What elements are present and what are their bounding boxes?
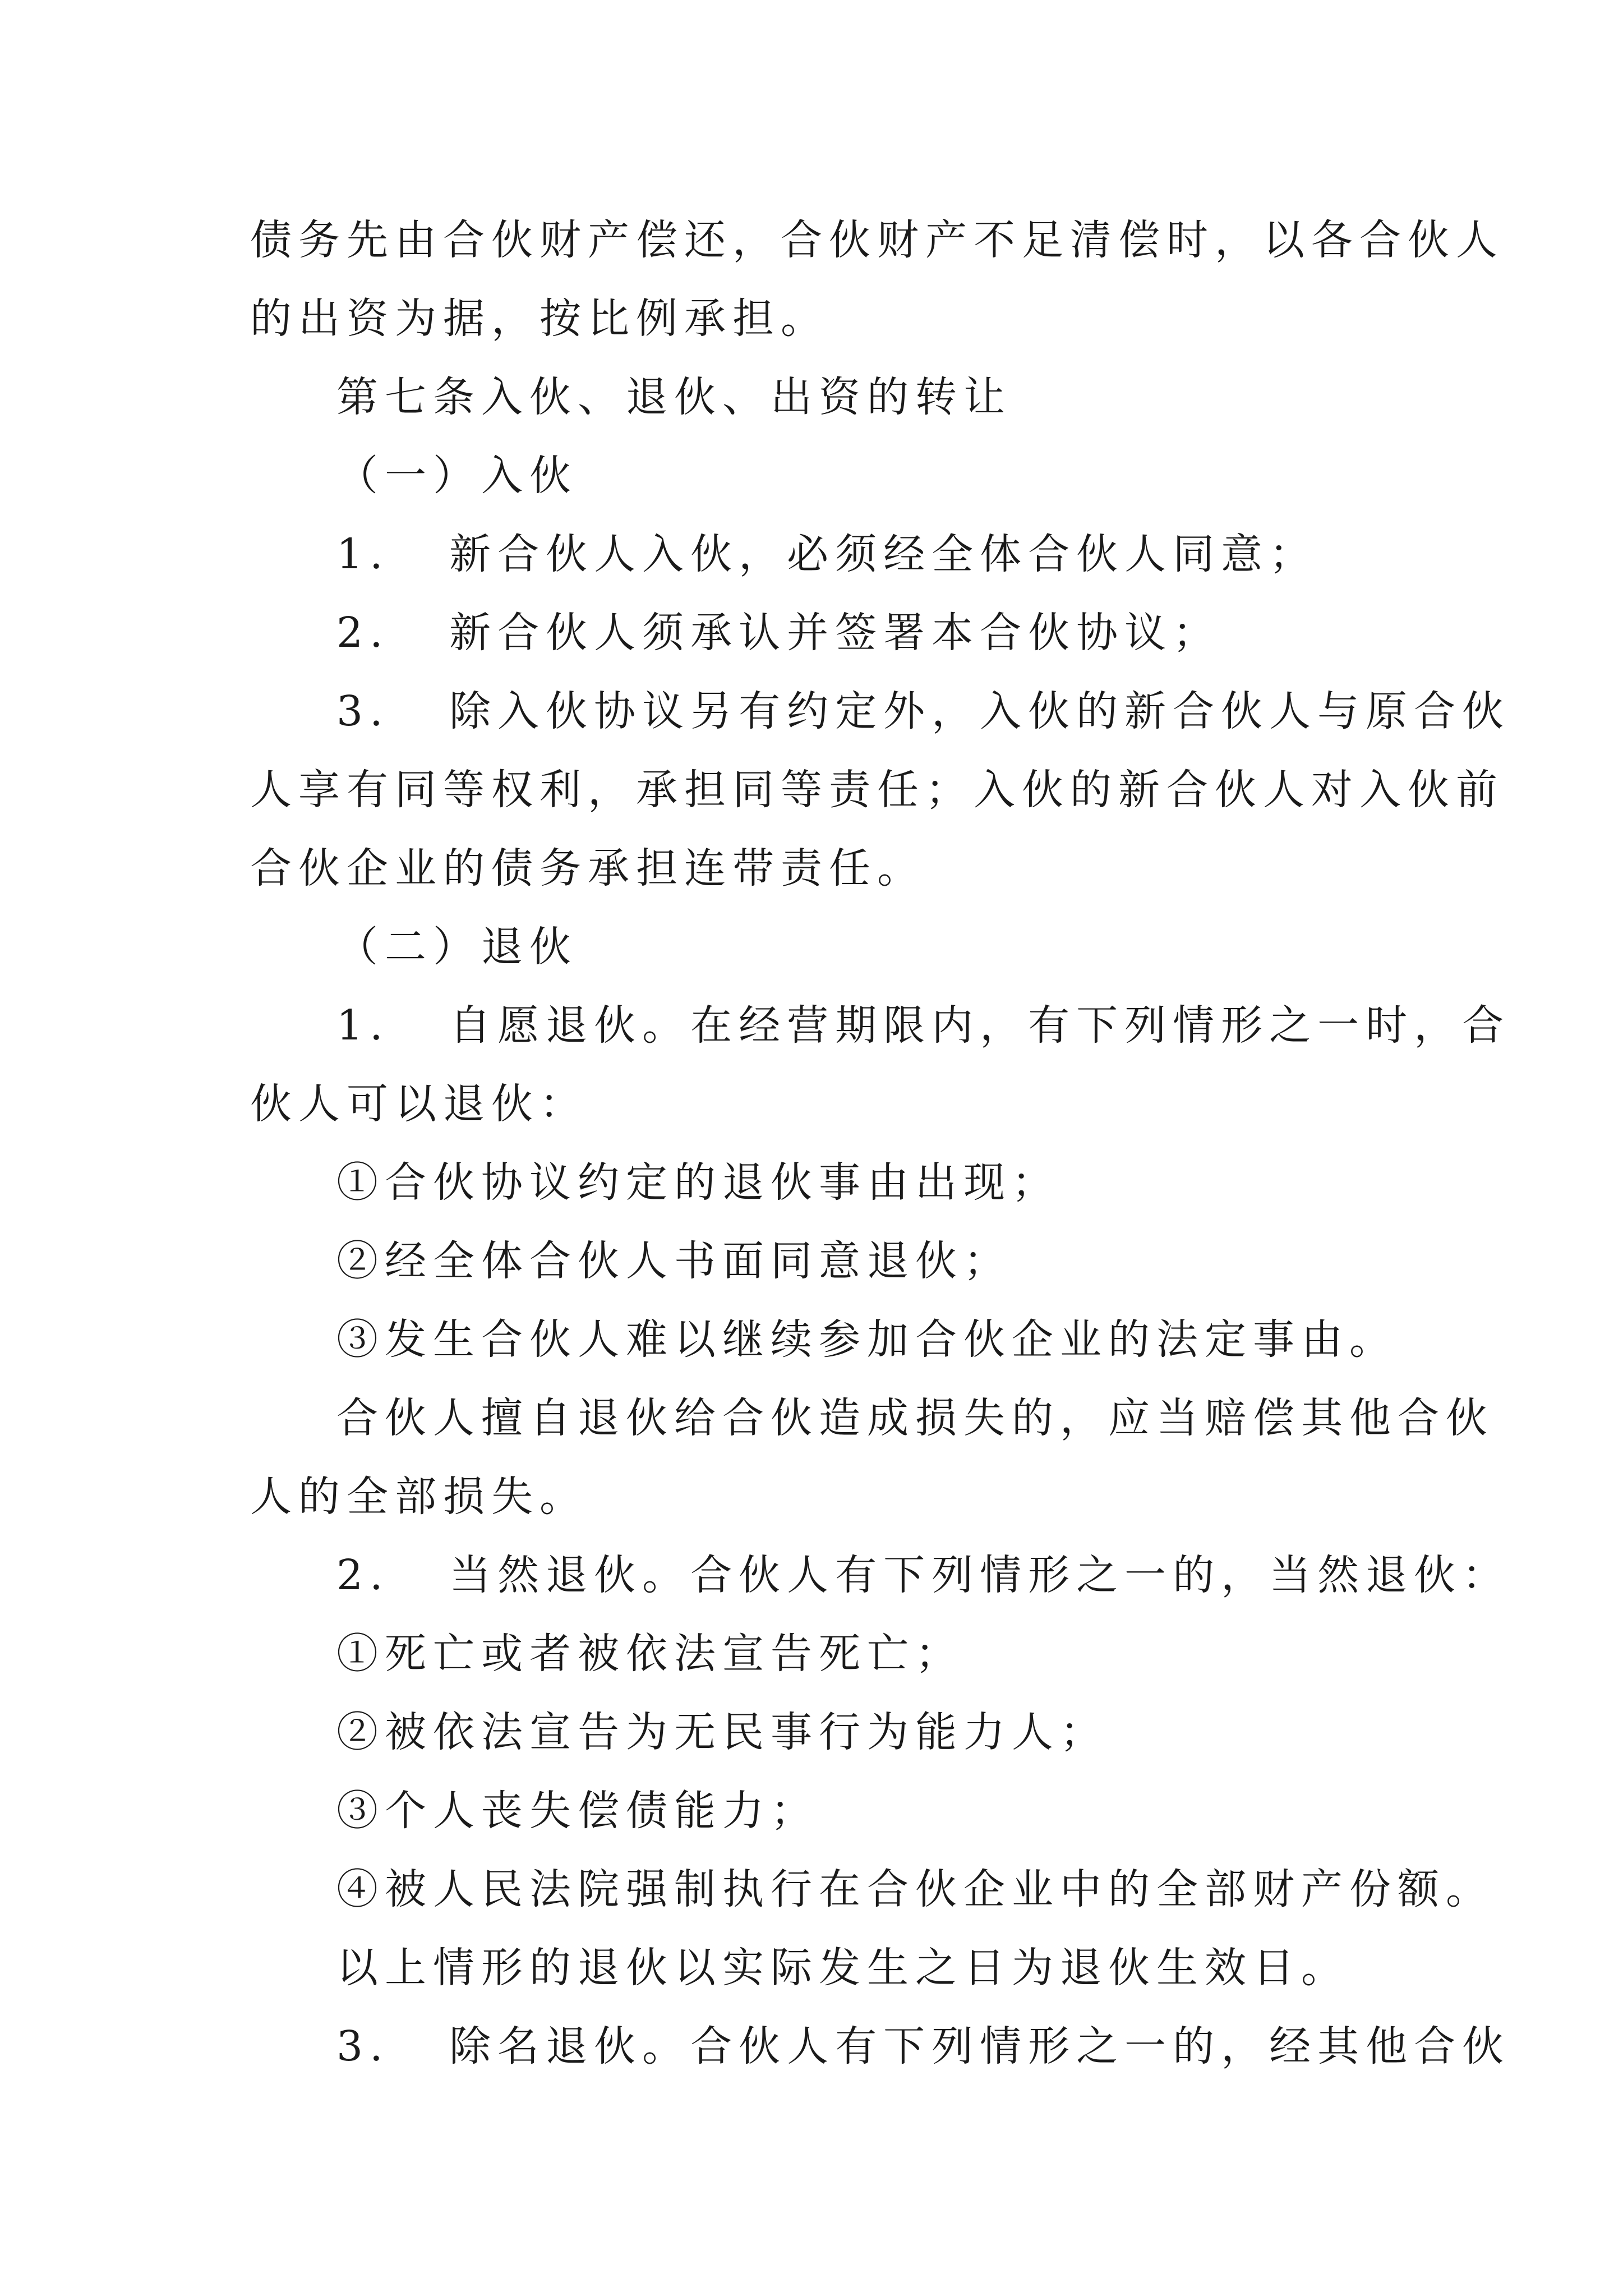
list-item: 2. 当然退伙。合伙人有下列情形之一的，当然退伙： — [336, 1551, 1511, 1599]
list-item: 1. 自愿退伙。在经营期限内，有下列情形之一时，合 — [336, 1001, 1511, 1050]
sub-list-item: ②经全体合伙人书面同意退伙； — [336, 1237, 1012, 1285]
body-text-line: 人的全部损失。 — [250, 1473, 588, 1521]
list-item: 2. 新合伙人须承认并签署本合伙协议； — [336, 609, 1221, 657]
body-text-line: 合伙企业的债务承担连带责任。 — [250, 844, 925, 892]
sub-list-item: ①合伙协议约定的退伙事由出现； — [336, 1158, 1060, 1207]
sub-list-item: ①死亡或者被依法宣告死亡； — [336, 1630, 963, 1678]
body-text-line: 债务先由合伙财产偿还，合伙财产不足清偿时，以各合伙人 — [250, 216, 1504, 264]
body-text-line: 的出资为据，按比例承担。 — [250, 295, 829, 343]
section-heading-withdrawal: （二）退伙 — [336, 923, 578, 971]
article-heading: 第七条入伙、退伙、出资的转让 — [336, 373, 1012, 421]
sub-list-item: ③个人丧失偿债能力； — [336, 1787, 819, 1835]
sub-list-item: ④被人民法院强制执行在合伙企业中的全部财产份额。 — [336, 1865, 1494, 1913]
body-text-line: 合伙人擅自退伙给合伙造成损失的，应当赔偿其他合伙 — [336, 1394, 1494, 1442]
section-heading-joining: （一）入伙 — [336, 452, 578, 500]
body-text-line: 伙人可以退伙： — [250, 1080, 588, 1128]
body-text-line: 人享有同等权利，承担同等责任；入伙的新合伙人对入伙前 — [250, 766, 1504, 814]
list-item: 3. 除名退伙。合伙人有下列情形之一的，经其他合伙 — [336, 2022, 1511, 2070]
sub-list-item: ③发生合伙人难以继续参加合伙企业的法定事由。 — [336, 1315, 1398, 1364]
sub-list-item: ②被依法宣告为无民事行为能力人； — [336, 1708, 1108, 1756]
list-item: 3. 除入伙协议另有约定外，入伙的新合伙人与原合伙 — [336, 687, 1511, 735]
body-text-line: 以上情形的退伙以实际发生之日为退伙生效日。 — [336, 1944, 1349, 1992]
list-item: 1. 新合伙人入伙，必须经全体合伙人同意； — [336, 530, 1318, 578]
